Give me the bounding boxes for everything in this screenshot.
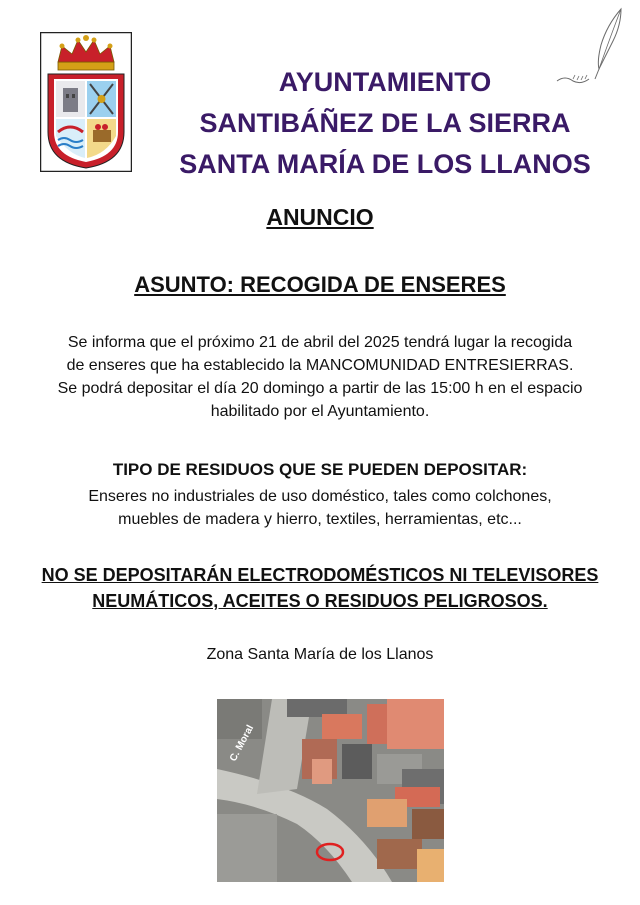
subject-heading: ASUNTO: RECOGIDA DE ENSERES — [134, 272, 506, 297]
document-title: ANUNCIO — [266, 204, 374, 230]
body-line: habilitado por el Ayuntamiento. — [210, 403, 430, 420]
municipality-header — [140, 62, 630, 185]
waste-types-line: Enseres no industriales de uso doméstico, tales como colchones, — [88, 488, 552, 505]
warning-line: NO SE DEPOSITARÁN ELECTRODOMÉSTICOS NI TELEVISORES — [41, 565, 599, 585]
warning-line: NEUMÁTICOS, ACEITES O RESIDUOS PELIGROSOS. — [92, 591, 548, 611]
waste-types-line: muebles de madera y hierro, textiles, herramientas, etc... — [118, 511, 522, 528]
body-line: de enseres que ha establecido la MANCOMUNIDAD ENTRESIERRAS. — [66, 357, 574, 374]
header-line: SANTIBÁÑEZ DE LA SIERRA — [199, 108, 571, 138]
prohibited-items-warning — [0, 562, 640, 614]
map-street-label: C. Moral — [227, 723, 257, 764]
coat-of-arms-icon — [40, 32, 132, 172]
waste-types-list — [0, 485, 640, 531]
header-line: SANTA MARÍA DE LOS LLANOS — [179, 149, 591, 179]
announcement-body — [0, 331, 640, 423]
waste-types-heading: TIPO DE RESIDUOS QUE SE PUEDEN DEPOSITAR: — [112, 460, 528, 479]
body-line: Se podrá depositar el día 20 domingo a partir de las 15:00 h en el espacio — [57, 380, 583, 397]
body-line: Se informa que el próximo 21 de abril del 2025 tendrá lugar la recogida — [67, 334, 573, 351]
aerial-map — [217, 699, 444, 882]
zone-label: Zona Santa María de los Llanos — [206, 646, 434, 663]
header-line: AYUNTAMIENTO — [278, 67, 492, 97]
